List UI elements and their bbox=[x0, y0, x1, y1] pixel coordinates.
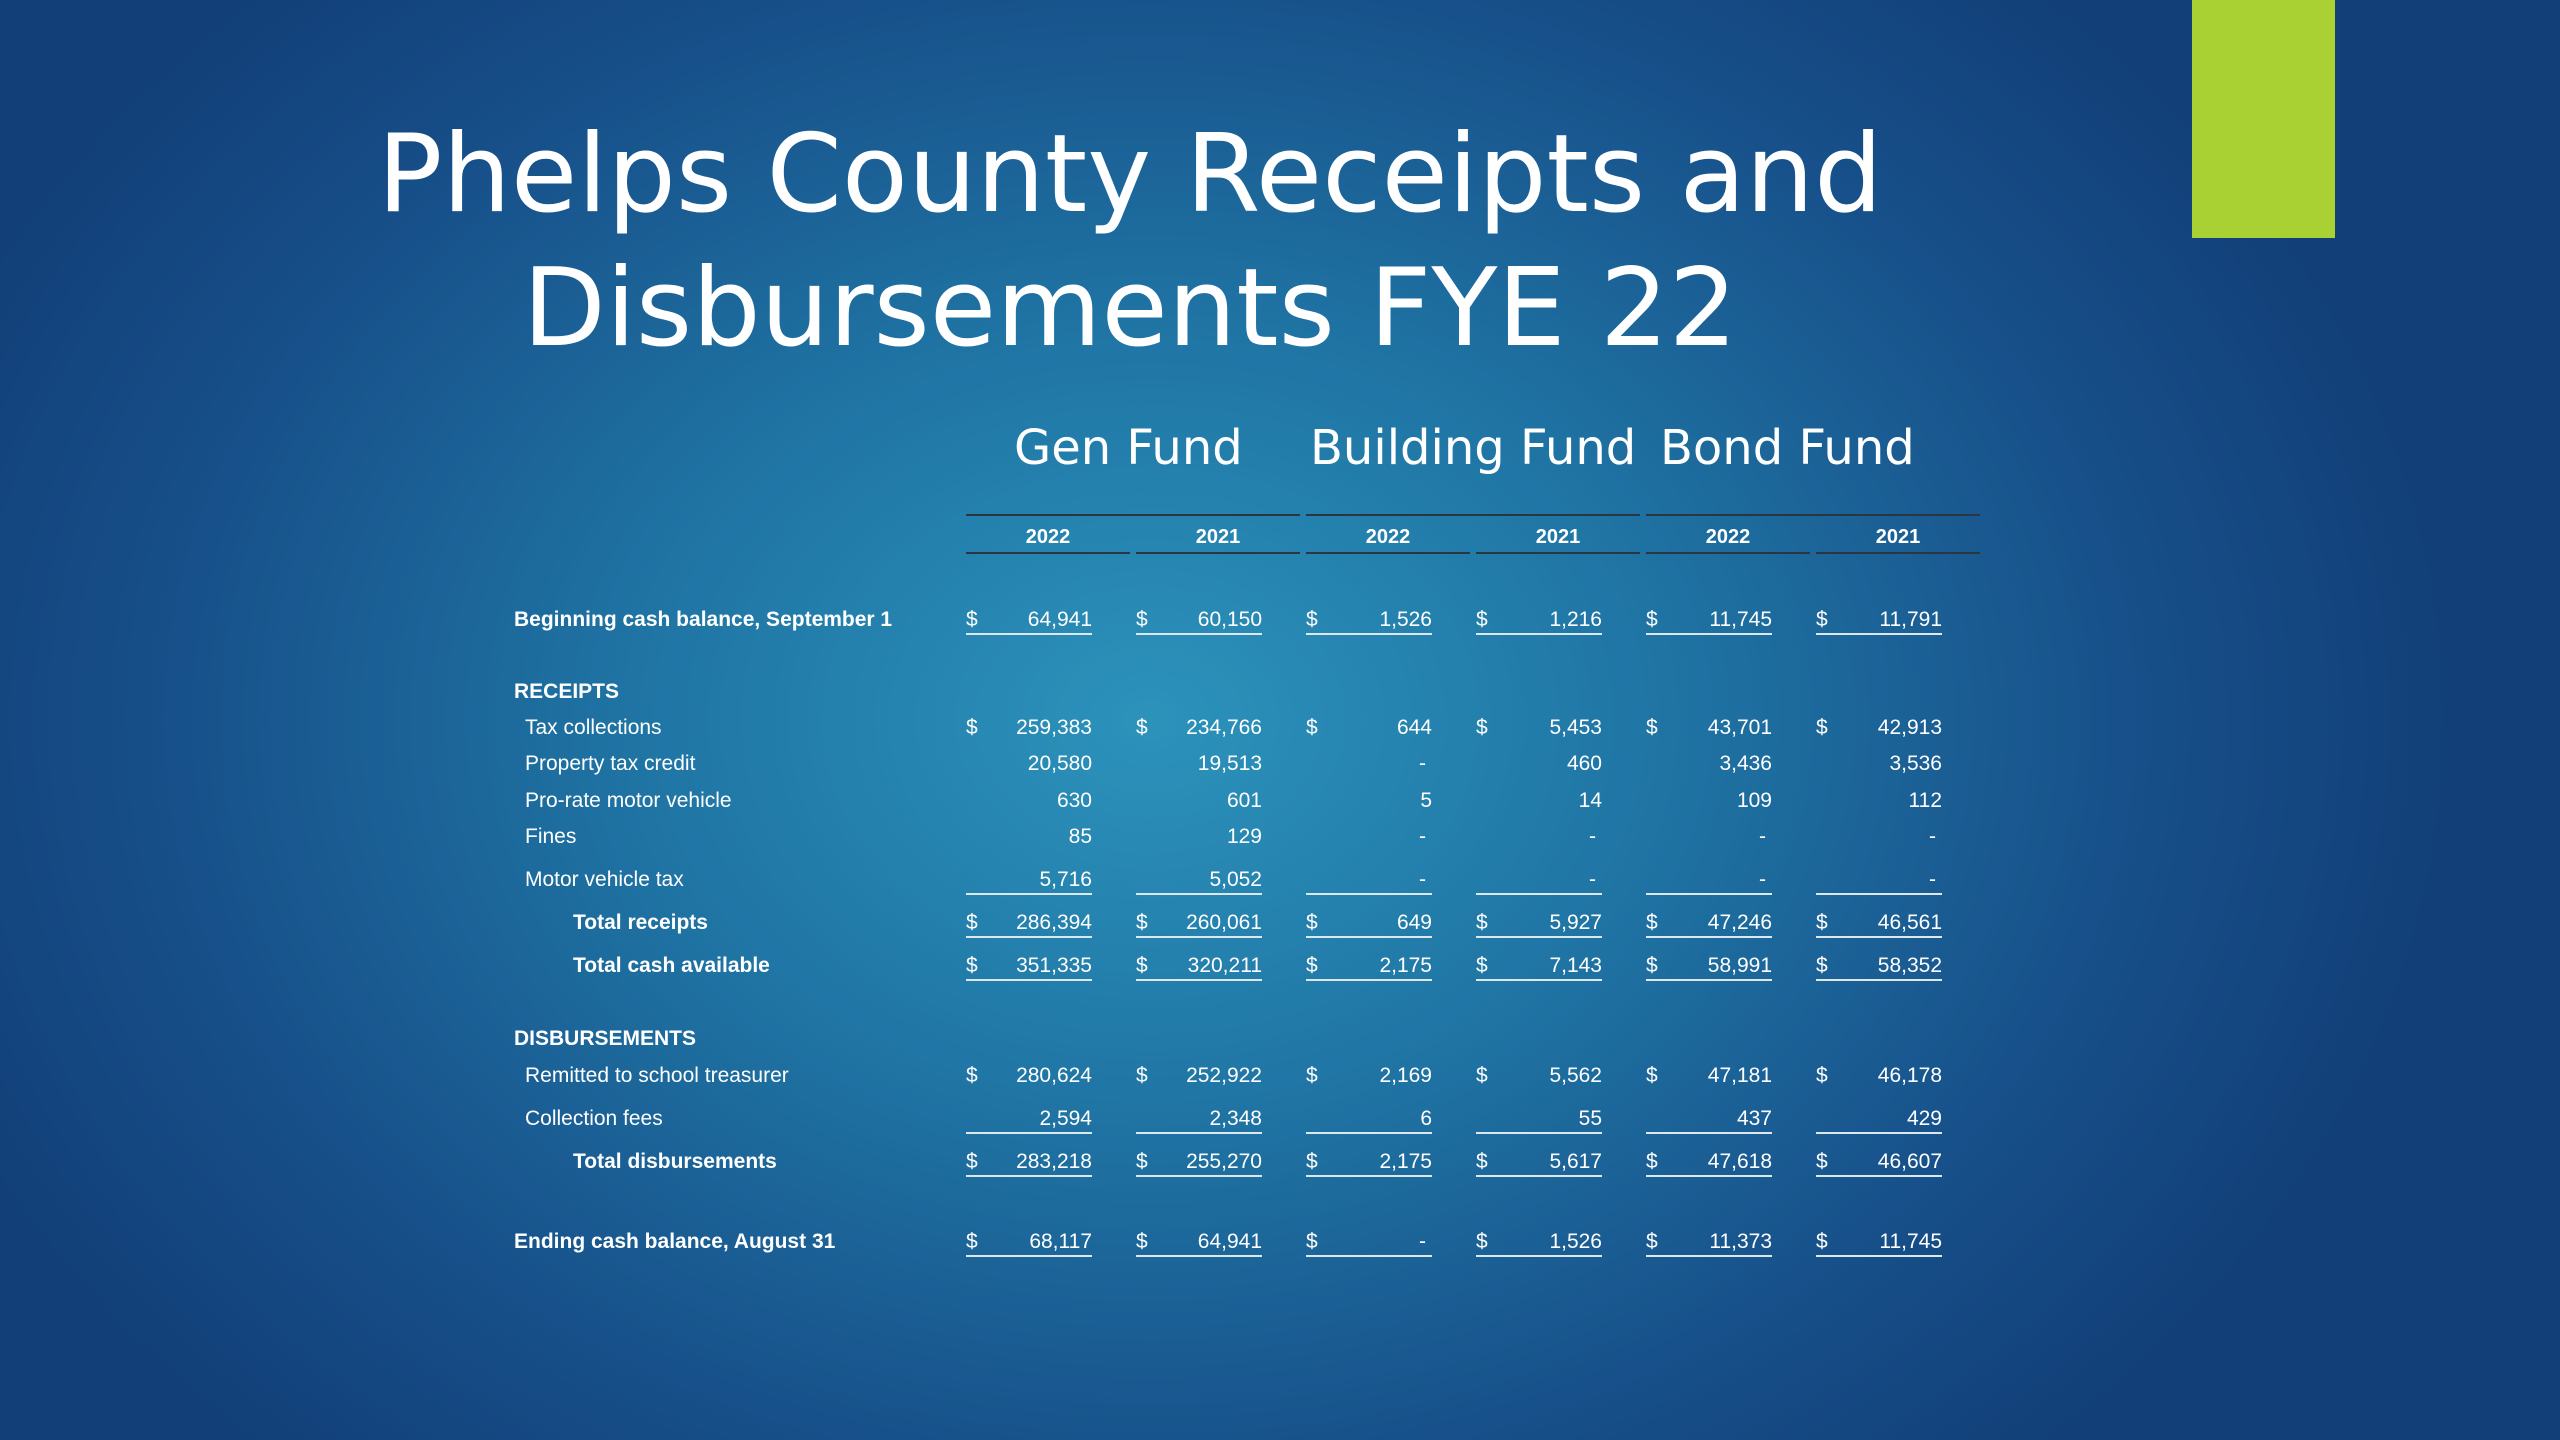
row-label: Tax collections bbox=[525, 716, 662, 739]
currency-symbol: $ bbox=[1306, 911, 1318, 934]
row-label: Remitted to school treasurer bbox=[525, 1064, 789, 1087]
cell-value: 42,913 bbox=[1877, 716, 1942, 739]
table-cell bbox=[1476, 789, 1602, 813]
currency-symbol: $ bbox=[1646, 1064, 1658, 1087]
table-cell bbox=[1136, 716, 1262, 740]
table-cell bbox=[966, 789, 1092, 813]
currency-symbol: $ bbox=[1646, 1150, 1658, 1173]
currency-symbol: $ bbox=[966, 911, 978, 934]
table-cell bbox=[1646, 789, 1772, 813]
currency-symbol: $ bbox=[1136, 1064, 1148, 1087]
cell-value: 234,766 bbox=[1186, 716, 1262, 739]
cell-value: 64,941 bbox=[1027, 608, 1092, 631]
row-label: Fines bbox=[525, 825, 577, 848]
table-cell bbox=[1646, 716, 1772, 740]
table-cell bbox=[1136, 1230, 1262, 1257]
table-cell bbox=[966, 911, 1092, 938]
cell-value: 5,927 bbox=[1549, 911, 1602, 934]
table-cell bbox=[1646, 1064, 1772, 1088]
currency-symbol: $ bbox=[1646, 1230, 1658, 1253]
table-cell bbox=[1646, 825, 1772, 849]
cell-value: 58,991 bbox=[1707, 954, 1772, 977]
table-cell bbox=[1646, 1107, 1772, 1134]
table-cell bbox=[1306, 608, 1432, 635]
cell-value: 109 bbox=[1736, 789, 1772, 812]
table-cell bbox=[1136, 789, 1262, 813]
table-cell bbox=[1646, 608, 1772, 635]
cell-value: 5,052 bbox=[1209, 868, 1262, 891]
cell-value: 11,745 bbox=[1709, 608, 1772, 631]
table-cell bbox=[1816, 825, 1942, 849]
currency-symbol: $ bbox=[1476, 1150, 1488, 1173]
table-cell bbox=[1476, 868, 1602, 895]
cell-value: - bbox=[1419, 868, 1426, 891]
cell-value: 47,618 bbox=[1707, 1150, 1772, 1173]
currency-symbol: $ bbox=[1136, 608, 1148, 631]
cell-value: 1,526 bbox=[1379, 608, 1432, 631]
table-cell bbox=[1136, 954, 1262, 981]
row-label: Property tax credit bbox=[525, 752, 696, 775]
currency-symbol: $ bbox=[1136, 1150, 1148, 1173]
cell-value: 47,181 bbox=[1707, 1064, 1772, 1087]
currency-symbol: $ bbox=[1816, 608, 1828, 631]
currency-symbol: $ bbox=[1136, 954, 1148, 977]
currency-symbol: $ bbox=[1476, 1064, 1488, 1087]
table-cell bbox=[1136, 1064, 1262, 1088]
table-cell bbox=[1816, 789, 1942, 813]
cell-value: 64,941 bbox=[1197, 1230, 1262, 1253]
title-line-2: Disbursements FYE 22 bbox=[522, 246, 1738, 371]
currency-symbol: $ bbox=[1306, 608, 1318, 631]
cell-value: 6 bbox=[1420, 1107, 1432, 1130]
table-cell bbox=[1136, 1107, 1262, 1134]
cell-value: - bbox=[1419, 752, 1426, 775]
cell-value: 112 bbox=[1908, 789, 1942, 812]
table-cell bbox=[1306, 1107, 1432, 1134]
cell-value: 259,383 bbox=[1016, 716, 1092, 739]
year-underline bbox=[1646, 552, 1810, 554]
cell-value: 320,211 bbox=[1187, 954, 1262, 977]
row-label: RECEIPTS bbox=[514, 680, 620, 703]
currency-symbol: $ bbox=[1306, 716, 1318, 739]
cell-value: 2,348 bbox=[1209, 1107, 1262, 1130]
currency-symbol: $ bbox=[966, 954, 978, 977]
table-cell bbox=[1816, 608, 1942, 635]
cell-value: 5,453 bbox=[1549, 716, 1602, 739]
cell-value: 68,117 bbox=[1029, 1230, 1092, 1253]
row-label: Beginning cash balance, September 1 bbox=[514, 608, 893, 631]
table-cell bbox=[1816, 1107, 1942, 1134]
currency-symbol: $ bbox=[1646, 954, 1658, 977]
year-header-building-2022: 2022 bbox=[1365, 526, 1411, 548]
cell-value: 3,436 bbox=[1719, 752, 1772, 775]
cell-value: 2,175 bbox=[1379, 1150, 1432, 1173]
cell-value: - bbox=[1419, 1230, 1426, 1253]
currency-symbol: $ bbox=[1306, 1230, 1318, 1253]
row-label: Total disbursements bbox=[573, 1150, 777, 1173]
cell-value: 5,562 bbox=[1549, 1064, 1602, 1087]
currency-symbol: $ bbox=[1136, 911, 1148, 934]
slide-title bbox=[180, 108, 2080, 376]
currency-symbol: $ bbox=[1306, 954, 1318, 977]
cell-value: 5,617 bbox=[1549, 1150, 1602, 1173]
table-cell bbox=[1646, 1230, 1772, 1257]
table-cell bbox=[1816, 911, 1942, 938]
cell-value: - bbox=[1929, 868, 1936, 891]
currency-symbol: $ bbox=[966, 1064, 978, 1087]
cell-value: 260,061 bbox=[1186, 911, 1262, 934]
year-header-building-2021: 2021 bbox=[1535, 526, 1581, 548]
fund-header-bond: Bond Fund bbox=[1660, 420, 1915, 476]
table-cell bbox=[1136, 752, 1262, 776]
table-cell bbox=[1476, 911, 1602, 938]
cell-value: 255,270 bbox=[1186, 1150, 1262, 1173]
cell-value: - bbox=[1759, 825, 1766, 848]
row-label: Collection fees bbox=[525, 1107, 663, 1130]
year-underline bbox=[1306, 552, 1470, 554]
fund-divider-building bbox=[1306, 514, 1640, 516]
cell-value: - bbox=[1759, 868, 1766, 891]
cell-value: - bbox=[1419, 825, 1426, 848]
cell-value: - bbox=[1589, 868, 1596, 891]
table-cell bbox=[966, 868, 1092, 895]
row-label: Pro-rate motor vehicle bbox=[525, 789, 732, 812]
table-cell bbox=[966, 1107, 1092, 1134]
row-label: DISBURSEMENTS bbox=[514, 1027, 697, 1050]
table-cell bbox=[1646, 954, 1772, 981]
currency-symbol: $ bbox=[966, 716, 978, 739]
currency-symbol: $ bbox=[1136, 1230, 1148, 1253]
currency-symbol: $ bbox=[1476, 608, 1488, 631]
cell-value: 129 bbox=[1226, 825, 1262, 848]
table-cell bbox=[1306, 752, 1432, 776]
cell-value: - bbox=[1929, 825, 1936, 848]
table-cell bbox=[1816, 752, 1942, 776]
table-cell bbox=[1306, 868, 1432, 895]
cell-value: 85 bbox=[1068, 825, 1092, 848]
currency-symbol: $ bbox=[1816, 911, 1828, 934]
currency-symbol: $ bbox=[966, 608, 978, 631]
table-cell bbox=[966, 716, 1092, 740]
currency-symbol: $ bbox=[966, 1230, 978, 1253]
table-cell bbox=[1476, 752, 1602, 776]
currency-symbol: $ bbox=[1476, 1230, 1488, 1253]
table-cell bbox=[1646, 911, 1772, 938]
cell-value: 2,175 bbox=[1379, 954, 1432, 977]
table-cell bbox=[1816, 1064, 1942, 1088]
cell-value: 3,536 bbox=[1889, 752, 1942, 775]
year-header-gen-2021: 2021 bbox=[1195, 526, 1241, 548]
cell-value: 252,922 bbox=[1186, 1064, 1262, 1087]
currency-symbol: $ bbox=[1476, 716, 1488, 739]
currency-symbol: $ bbox=[1646, 716, 1658, 739]
table-cell bbox=[1816, 868, 1942, 895]
table-cell bbox=[966, 608, 1092, 635]
table-cell bbox=[966, 752, 1092, 776]
cell-value: 630 bbox=[1056, 789, 1092, 812]
cell-value: 43,701 bbox=[1707, 716, 1772, 739]
year-header-bond-2022: 2022 bbox=[1705, 526, 1751, 548]
fund-divider-bond bbox=[1646, 514, 1980, 516]
currency-symbol: $ bbox=[1476, 911, 1488, 934]
accent-bar bbox=[2192, 0, 2335, 238]
cell-value: 60,150 bbox=[1197, 608, 1262, 631]
cell-value: 280,624 bbox=[1016, 1064, 1092, 1087]
table-cell bbox=[1476, 954, 1602, 981]
table-cell bbox=[1646, 868, 1772, 895]
cell-value: 55 bbox=[1578, 1107, 1602, 1130]
table-cell bbox=[966, 1150, 1092, 1177]
cell-value: 46,561 bbox=[1877, 911, 1942, 934]
cell-value: 351,335 bbox=[1016, 954, 1092, 977]
table-cell bbox=[1136, 825, 1262, 849]
currency-symbol: $ bbox=[1816, 954, 1828, 977]
cell-value: 429 bbox=[1906, 1107, 1942, 1130]
cell-value: 11,745 bbox=[1879, 1230, 1942, 1253]
cell-value: 286,394 bbox=[1016, 911, 1092, 934]
cell-value: 5,716 bbox=[1039, 868, 1092, 891]
table-cell bbox=[1306, 911, 1432, 938]
cell-value: 47,246 bbox=[1707, 911, 1772, 934]
table-cell bbox=[1646, 752, 1772, 776]
table-cell bbox=[1306, 954, 1432, 981]
row-label: Total cash available bbox=[573, 954, 770, 977]
cell-value: 20,580 bbox=[1027, 752, 1092, 775]
table-cell bbox=[1816, 954, 1942, 981]
table-cell bbox=[1476, 825, 1602, 849]
table-cell bbox=[1306, 716, 1432, 740]
table-cell bbox=[1476, 1230, 1602, 1257]
cell-value: 649 bbox=[1396, 911, 1432, 934]
currency-symbol: $ bbox=[1646, 911, 1658, 934]
table-cell bbox=[1816, 716, 1942, 740]
currency-symbol: $ bbox=[1306, 1150, 1318, 1173]
fund-header-gen: Gen Fund bbox=[1014, 420, 1243, 476]
cell-value: 437 bbox=[1736, 1107, 1772, 1130]
cell-value: 19,513 bbox=[1197, 752, 1262, 775]
year-header-bond-2021: 2021 bbox=[1875, 526, 1921, 548]
table-cell bbox=[966, 954, 1092, 981]
cell-value: 2,594 bbox=[1039, 1107, 1092, 1130]
cell-value: 46,607 bbox=[1877, 1150, 1942, 1173]
currency-symbol: $ bbox=[1476, 954, 1488, 977]
table-cell bbox=[1476, 608, 1602, 635]
currency-symbol: $ bbox=[1816, 1150, 1828, 1173]
table-cell bbox=[1306, 1230, 1432, 1257]
title-line-1: Phelps County Receipts and bbox=[377, 112, 1883, 237]
currency-symbol: $ bbox=[1646, 608, 1658, 631]
cell-value: 5 bbox=[1420, 789, 1432, 812]
table-cell bbox=[1476, 1107, 1602, 1134]
currency-symbol: $ bbox=[1136, 716, 1148, 739]
cell-value: 46,178 bbox=[1877, 1064, 1942, 1087]
table-cell bbox=[1136, 911, 1262, 938]
row-label: Total receipts bbox=[573, 911, 708, 934]
table-cell bbox=[1136, 608, 1262, 635]
cell-value: 58,352 bbox=[1877, 954, 1942, 977]
cell-value: 644 bbox=[1396, 716, 1432, 739]
table-cell bbox=[1646, 1150, 1772, 1177]
table-cell bbox=[1136, 1150, 1262, 1177]
table-cell bbox=[1816, 1150, 1942, 1177]
table-cell bbox=[1136, 868, 1262, 895]
cell-value: 601 bbox=[1226, 789, 1262, 812]
row-label: Ending cash balance, August 31 bbox=[514, 1230, 836, 1253]
year-underline bbox=[966, 552, 1130, 554]
table-cell bbox=[1476, 1150, 1602, 1177]
cell-value: 1,526 bbox=[1549, 1230, 1602, 1253]
currency-symbol: $ bbox=[966, 1150, 978, 1173]
fund-header-building: Building Fund bbox=[1310, 420, 1637, 476]
table-cell bbox=[1476, 1064, 1602, 1088]
cell-value: 11,373 bbox=[1709, 1230, 1772, 1253]
year-underline bbox=[1476, 552, 1640, 554]
currency-symbol: $ bbox=[1306, 1064, 1318, 1087]
currency-symbol: $ bbox=[1816, 716, 1828, 739]
table-cell bbox=[966, 1230, 1092, 1257]
year-underline bbox=[1136, 552, 1300, 554]
cell-value: 283,218 bbox=[1016, 1150, 1092, 1173]
cell-value: 2,169 bbox=[1379, 1064, 1432, 1087]
table-cell bbox=[1306, 825, 1432, 849]
currency-symbol: $ bbox=[1816, 1230, 1828, 1253]
row-label: Motor vehicle tax bbox=[525, 868, 684, 891]
cell-value: 7,143 bbox=[1549, 954, 1602, 977]
year-header-gen-2022: 2022 bbox=[1025, 526, 1071, 548]
cell-value: 11,791 bbox=[1879, 608, 1942, 631]
currency-symbol: $ bbox=[1816, 1064, 1828, 1087]
cell-value: 1,216 bbox=[1549, 608, 1602, 631]
table-cell bbox=[1306, 789, 1432, 813]
table-cell bbox=[1816, 1230, 1942, 1257]
fund-divider-gen bbox=[966, 514, 1300, 516]
cell-value: 460 bbox=[1566, 752, 1602, 775]
year-underline bbox=[1816, 552, 1980, 554]
table-cell bbox=[1306, 1064, 1432, 1088]
table-cell bbox=[966, 825, 1092, 849]
cell-value: 14 bbox=[1578, 789, 1602, 812]
table-cell bbox=[966, 1064, 1092, 1088]
cell-value: - bbox=[1589, 825, 1596, 848]
table-cell bbox=[1306, 1150, 1432, 1177]
table-cell bbox=[1476, 716, 1602, 740]
